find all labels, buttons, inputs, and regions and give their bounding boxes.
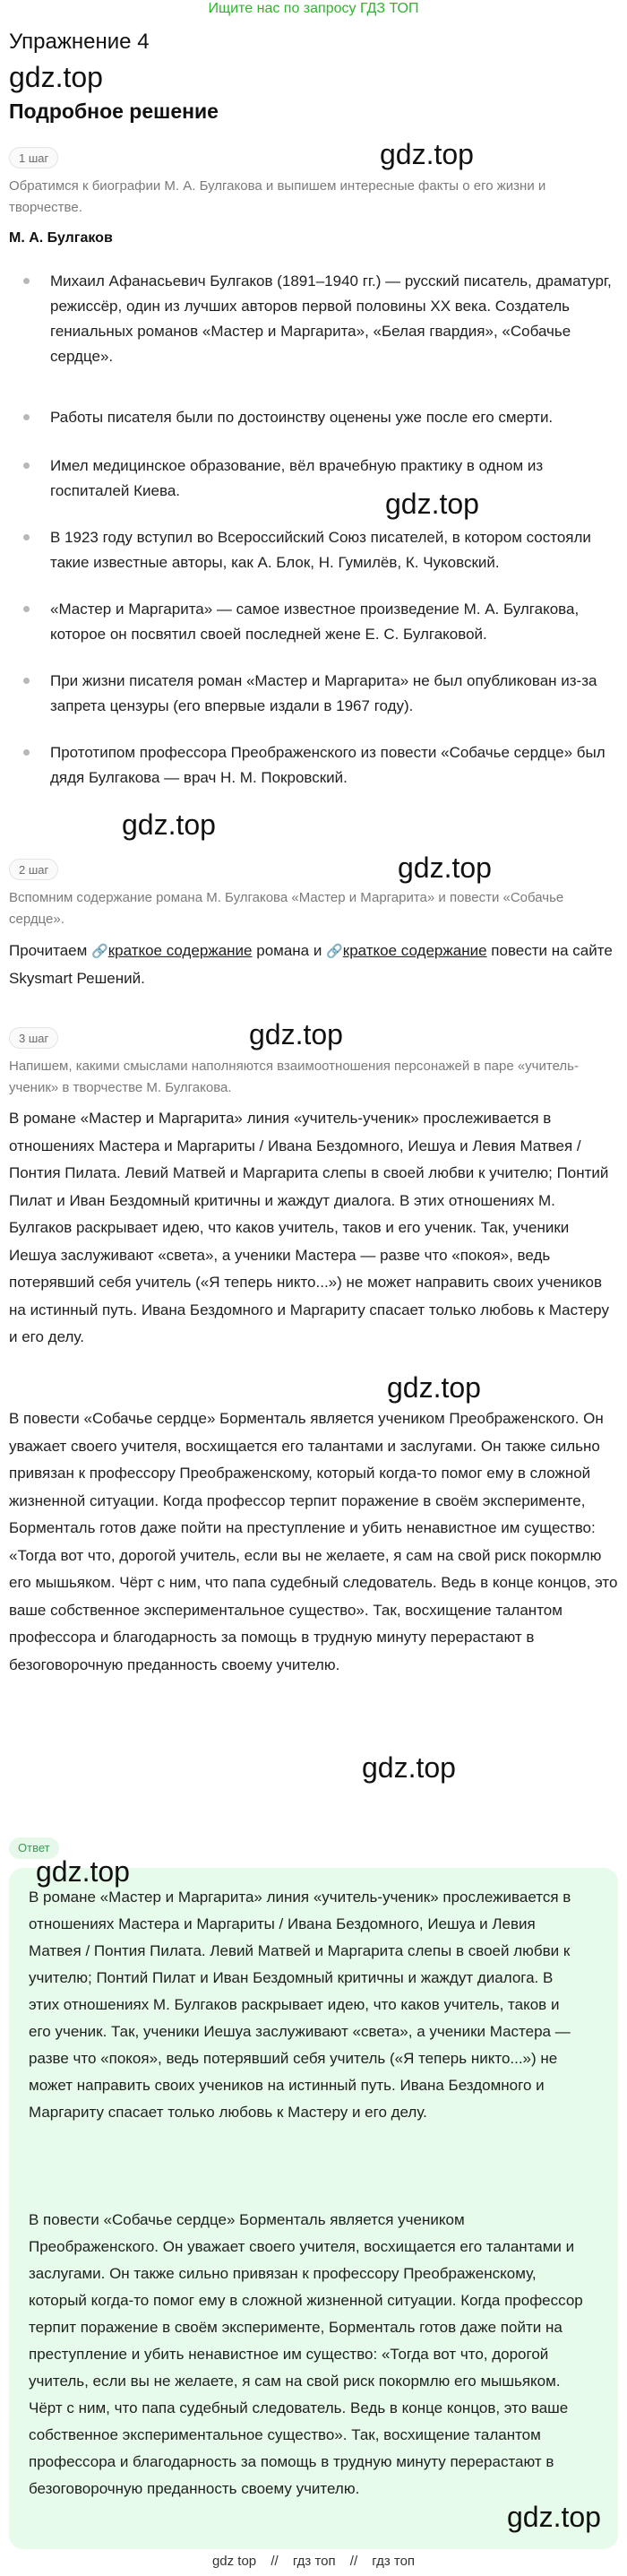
exercise-title: Упражнение 4 — [9, 30, 150, 54]
text-fragment: Прочитаем — [9, 942, 92, 959]
watermark: gdz.top — [36, 1855, 130, 1888]
summary-link-story[interactable]: краткое содержание — [342, 942, 487, 959]
step-1-tag: 1 шаг — [9, 147, 58, 169]
bullet-icon — [23, 749, 30, 756]
footer-separator: // — [271, 2554, 279, 2569]
list-item-text: При жизни писателя роман «Мастер и Маргарита» не был опубликован из-за запрета цензуры (его впервые издали в 1967 году). — [50, 672, 597, 714]
text-fragment: романа и — [252, 942, 327, 959]
watermark: gdz.top — [122, 808, 216, 841]
list-item-text: В 1923 году вступил во Всероссийский Союз писателей, в котором состояли такие известные авторы, как А. Блок, Н. Гумилёв, К. Чуковский. — [50, 529, 591, 571]
watermark: gdz.top — [385, 488, 479, 520]
footer-separator: // — [349, 2554, 358, 2569]
step-2-text — [9, 938, 616, 992]
footer-link[interactable]: gdz top — [211, 2554, 257, 2569]
step-1-intro: Обратимся к биографии М. А. Булгакова и выпишем интересные факты о его жизни и творчестве. — [9, 178, 546, 215]
summary-link-novel[interactable]: краткое содержание — [107, 942, 253, 959]
watermark: gdz.top — [380, 138, 474, 170]
step-2-tag: 2 шаг — [9, 859, 58, 880]
bullet-icon — [23, 278, 30, 284]
list-item-text: Прототипом профессора Преображенского из повести «Собачье сердце» был дядя Булгакова — врач Н. М. Покровский. — [50, 744, 606, 786]
footer-link[interactable]: гдз топ — [292, 2554, 336, 2569]
top-banner[interactable]: Ищите нас по запросу ГДЗ ТОП — [208, 1, 419, 16]
link-icon: 🔗 — [91, 944, 108, 959]
answer-paragraph-2: В повести «Собачье сердце» Борменталь является учеником Преображенского. Он уважает своего учителя, восхищается его талантами и заслугами. Он также сильно привязан к профессору Преображенскому, который когда-то помог ему в сложной жизненной ситуации. Когда профессор терпит поражение в своём эксперименте, Борменталь готов даже пойти на преступление и убить ненавистное им существо: «Тогда вот что, дорогой учитель, если вы не желаете, я сам на свой риск покормлю его мышьяком. Чёрт с ним, что папа судебный следователь. Ведь в конце концов, это ваше собственное экспериментальное существо». Так, восхищение талантом профессора и благодарность за помощь в трудную минуту перерастают в безоговорочную преданность своему учителю. — [29, 2211, 583, 2497]
bullet-icon — [23, 534, 30, 540]
watermark: gdz.top — [387, 1371, 481, 1404]
list-item-text: Работы писателя были по достоинству оценены уже после его смерти. — [50, 409, 554, 426]
bullet-icon — [23, 414, 30, 420]
bullet-icon — [23, 606, 30, 612]
footer-links — [0, 2553, 627, 2571]
watermark: gdz.top — [507, 2501, 601, 2533]
step-3-intro: Напишем, какими смыслами наполняются взаимоотношения персонажей в паре «учитель-ученик» в творчестве М. Булгакова. — [9, 1059, 579, 1095]
bullet-icon — [23, 678, 30, 684]
watermark: gdz.top — [362, 1751, 456, 1784]
solution-subtitle: Подробное решение — [9, 99, 219, 123]
text-fragment: повести на сайте Skysmart Решений. — [9, 942, 613, 987]
list-item-text: «Мастер и Маргарита» — самое известное произведение М. А. Булгакова, которое он посвятил своей последней жене Е. С. Булгаковой. — [50, 601, 580, 643]
site-logo[interactable]: gdz.top — [9, 61, 103, 93]
bullet-icon — [23, 462, 30, 469]
answer-paragraph-1: В романе «Мастер и Маргарита» линия «учитель-ученик» прослеживается в отношениях Мастера и Маргариты / Ивана Бездомного, Иешуа и Левия Матвея / Понтия Пилата. Левий Матвей и Маргарита слепы в своей любви к учителю; Понтий Пилат и Иван Бездомный критичны и жаждут диалога. В этих отношениях М. Булгаков раскрывает идею, что каков учитель, таков и его ученик. Так, ученики Иешуа заслуживают «света», а ученики Мастера — разве что «покоя», ведь потерявший себя учитель («Я теперь никто...») не может направить своих учеников на истинный путь. Ивана Бездомного и Маргариту спасает только любовь к Мастеру и его делу. — [29, 1889, 571, 2121]
watermark: gdz.top — [249, 1018, 343, 1050]
watermark: gdz.top — [398, 851, 492, 884]
step-3-paragraph-2: В повести «Собачье сердце» Борменталь является учеником Преображенского. Он уважает своего учителя, восхищается его талантами и заслугами. Он также сильно привязан к профессору Преображенскому, который когда-то помог ему в сложной жизненной ситуации. Когда профессор терпит поражение в своём эксперименте, Борменталь готов даже пойти на преступление и убить ненавистное им существо: «Тогда вот что, дорогой учитель, если вы не желаете, я сам на свой риск покормлю его мышьяком. Чёрт с ним, что папа судебный следователь. Ведь в конце концов, это ваше собственное экспериментальное существо». Так, восхищение талантом профессора и благодарность за помощь в трудную минуту перерастают в безоговорочную преданность своему учителю. — [9, 1410, 618, 1673]
answer-tag: Ответ — [9, 1837, 59, 1859]
list-item-text: Михаил Афанасьевич Булгаков (1891–1940 гг.) — русский писатель, драматург, режиссёр, один из лучших авторов первой половины XX века. Создатель гениальных романов «Мастер и Маргарита», «Белая гвардия», «Собачье сердце». — [50, 272, 612, 365]
footer-link[interactable]: гдз топ — [372, 2554, 416, 2569]
step-1-heading: М. А. Булгаков — [9, 230, 113, 246]
link-icon: 🔗 — [326, 944, 343, 959]
step-3-paragraph-1: В романе «Мастер и Маргарита» линия «учитель-ученик» прослеживается в отношениях Мастера и Маргариты / Ивана Бездомного, Иешуа и Левия Матвея / Понтия Пилата. Левий Матвей и Маргарита слепы в своей любви к учителю; Понтий Пилат и Иван Бездомный критичны и жаждут диалога. В этих отношениях М. Булгаков раскрывает идею, что каков учитель, таков и его ученик. Так, ученики Иешуа заслуживают «света», а ученики Мастера — разве что «покоя», ведь потерявший себя учитель («Я теперь никто...») не может направить своих учеников на истинный путь. Ивана Бездомного и Маргариту спасает только любовь к Мастеру и его делу. — [9, 1110, 609, 1345]
step-3-tag: 3 шаг — [9, 1027, 58, 1049]
step-2-intro: Вспомним содержание романа М. Булгакова «Мастер и Маргарита» и повести «Собачье сердце». — [9, 890, 564, 927]
list-item-text: Имел медицинское образование, вёл врачебную практику в одном из госпиталей Киева. — [50, 457, 544, 499]
